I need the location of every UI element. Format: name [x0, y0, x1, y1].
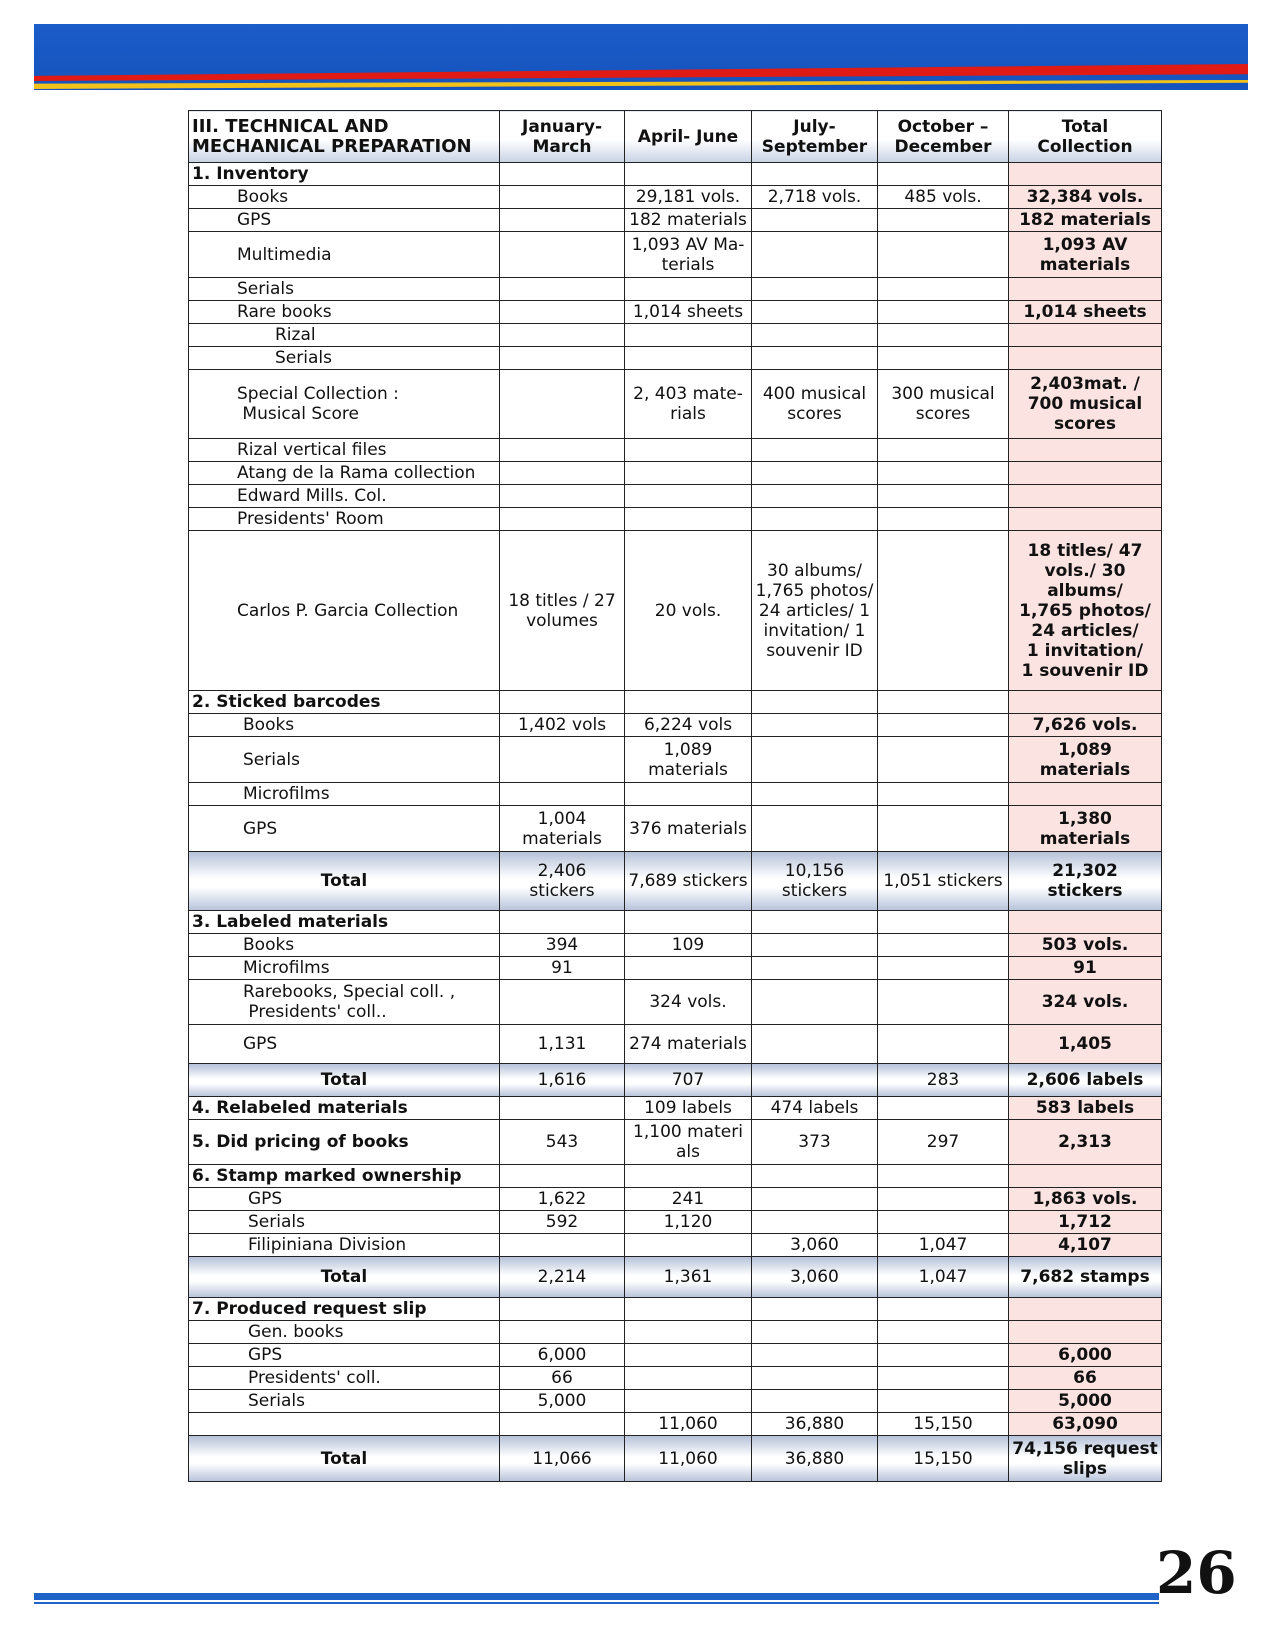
- cell-apr-jun: 182 materials: [625, 209, 752, 232]
- cell-total: 1,380 materials: [1009, 806, 1162, 852]
- footer-bar: [34, 1593, 1159, 1600]
- cell-oct-dec: [878, 347, 1009, 370]
- cell-jan-mar: 6,000: [500, 1344, 625, 1367]
- table-row: [189, 1321, 1162, 1344]
- row-label: 4. Relabeled materials: [189, 1097, 500, 1120]
- cell-total: 1,863 vols.: [1009, 1188, 1162, 1211]
- cell-total: [1009, 347, 1162, 370]
- cell-jan-mar: [500, 1234, 625, 1257]
- cell-jan-mar: [500, 1321, 625, 1344]
- cell-oct-dec: 485 vols.: [878, 186, 1009, 209]
- row-label: Atang de la Rama collection: [189, 462, 500, 485]
- row-label: Carlos P. Garcia Collection: [189, 531, 500, 691]
- cell-oct-dec: [878, 1367, 1009, 1390]
- row-label: Serials: [189, 347, 500, 370]
- cell-jul-sep: 2,718 vols.: [752, 186, 878, 209]
- cell-jan-mar: 1,131: [500, 1025, 625, 1064]
- cell-oct-dec: 1,047: [878, 1234, 1009, 1257]
- cell-apr-jun: 1,089 materials: [625, 737, 752, 783]
- cell-total: 4,107: [1009, 1234, 1162, 1257]
- row-label: GPS: [189, 806, 500, 852]
- row-label: Rizal: [189, 324, 500, 347]
- cell-total: [1009, 1321, 1162, 1344]
- table-row: [189, 1413, 1162, 1436]
- cell-oct-dec: [878, 508, 1009, 531]
- cell-jul-sep: [752, 1344, 878, 1367]
- cell-oct-dec: [878, 324, 1009, 347]
- cell-jan-mar: 1,622: [500, 1188, 625, 1211]
- header-july-september: July- September: [752, 111, 878, 163]
- cell-apr-jun: 20 vols.: [625, 531, 752, 691]
- cell-oct-dec: [878, 691, 1009, 714]
- row-label: Presidents' Room: [189, 508, 500, 531]
- cell-jan-mar: [500, 691, 625, 714]
- cell-apr-jun: [625, 1234, 752, 1257]
- row-label: 7. Produced request slip: [189, 1298, 500, 1321]
- cell-total: 7,626 vols.: [1009, 714, 1162, 737]
- table-row: [189, 1165, 1162, 1188]
- cell-jan-mar: 592: [500, 1211, 625, 1234]
- cell-apr-jun: [625, 508, 752, 531]
- cell-jul-sep: [752, 232, 878, 278]
- cell-apr-jun: [625, 324, 752, 347]
- cell-jan-mar: [500, 347, 625, 370]
- cell-total: [1009, 508, 1162, 531]
- cell-oct-dec: [878, 531, 1009, 691]
- cell-jan-mar: [500, 1097, 625, 1120]
- table-row: [189, 1390, 1162, 1413]
- cell-jan-mar: [500, 462, 625, 485]
- cell-oct-dec: [878, 209, 1009, 232]
- row-label: Special Collection : Musical Score: [189, 370, 500, 439]
- cell-apr-jun: 29,181 vols.: [625, 186, 752, 209]
- row-label: GPS: [189, 209, 500, 232]
- table-row: [189, 1367, 1162, 1390]
- table-row: [189, 714, 1162, 737]
- row-label: Total: [189, 1436, 500, 1482]
- cell-apr-jun: 707: [625, 1064, 752, 1097]
- cell-jan-mar: 394: [500, 934, 625, 957]
- table-header-row: [189, 111, 1162, 163]
- cell-total: 1,093 AV materials: [1009, 232, 1162, 278]
- cell-oct-dec: [878, 301, 1009, 324]
- row-label: Rare books: [189, 301, 500, 324]
- cell-oct-dec: [878, 462, 1009, 485]
- cell-jan-mar: 18 titles / 27 volumes: [500, 531, 625, 691]
- cell-apr-jun: [625, 691, 752, 714]
- cell-apr-jun: 2, 403 mate- rials: [625, 370, 752, 439]
- cell-jan-mar: 1,402 vols: [500, 714, 625, 737]
- cell-jan-mar: [500, 439, 625, 462]
- total-row: [189, 1257, 1162, 1298]
- cell-total: 182 materials: [1009, 209, 1162, 232]
- cell-apr-jun: [625, 957, 752, 980]
- table-row: [189, 508, 1162, 531]
- table-row: [189, 911, 1162, 934]
- cell-oct-dec: [878, 980, 1009, 1025]
- cell-total: [1009, 911, 1162, 934]
- row-label: Serials: [189, 1211, 500, 1234]
- cell-jul-sep: [752, 278, 878, 301]
- cell-jul-sep: [752, 1390, 878, 1413]
- cell-jan-mar: 2,406 stickers: [500, 852, 625, 911]
- table-row: [189, 370, 1162, 439]
- cell-apr-jun: [625, 278, 752, 301]
- cell-jan-mar: 2,214: [500, 1257, 625, 1298]
- cell-jul-sep: 30 albums/ 1,765 photos/ 24 articles/ 1 invitation/ 1 souvenir ID: [752, 531, 878, 691]
- cell-apr-jun: [625, 1298, 752, 1321]
- cell-jan-mar: [500, 783, 625, 806]
- cell-oct-dec: [878, 1165, 1009, 1188]
- row-label: Rarebooks, Special coll. , Presidents' coll..: [189, 980, 500, 1025]
- cell-jan-mar: [500, 301, 625, 324]
- table-row: [189, 301, 1162, 324]
- cell-total: 324 vols.: [1009, 980, 1162, 1025]
- cell-oct-dec: 297: [878, 1120, 1009, 1165]
- cell-total: 18 titles/ 47 vols./ 30 albums/ 1,765 photos/ 24 articles/ 1 invitation/ 1 souvenir ID: [1009, 531, 1162, 691]
- cell-apr-jun: [625, 439, 752, 462]
- row-label: 3. Labeled materials: [189, 911, 500, 934]
- row-label: Serials: [189, 278, 500, 301]
- table-row: [189, 783, 1162, 806]
- cell-total: 91: [1009, 957, 1162, 980]
- row-label: Gen. books: [189, 1321, 500, 1344]
- cell-jan-mar: 543: [500, 1120, 625, 1165]
- cell-total: 6,000: [1009, 1344, 1162, 1367]
- cell-jul-sep: [752, 462, 878, 485]
- cell-apr-jun: 6,224 vols: [625, 714, 752, 737]
- cell-jul-sep: [752, 1367, 878, 1390]
- row-label: 6. Stamp marked ownership: [189, 1165, 500, 1188]
- table-row: [189, 934, 1162, 957]
- cell-oct-dec: [878, 1097, 1009, 1120]
- cell-apr-jun: [625, 462, 752, 485]
- cell-total: 5,000: [1009, 1390, 1162, 1413]
- cell-oct-dec: [878, 1298, 1009, 1321]
- cell-jan-mar: [500, 1298, 625, 1321]
- cell-jul-sep: [752, 301, 878, 324]
- cell-oct-dec: [878, 911, 1009, 934]
- row-label: Books: [189, 714, 500, 737]
- header-total-collection: Total Collection: [1009, 111, 1162, 163]
- cell-total: 2,403mat. / 700 musical scores: [1009, 370, 1162, 439]
- cell-oct-dec: 283: [878, 1064, 1009, 1097]
- cell-jul-sep: [752, 957, 878, 980]
- cell-total: [1009, 324, 1162, 347]
- cell-jul-sep: 36,880: [752, 1436, 878, 1482]
- cell-apr-jun: 109 labels: [625, 1097, 752, 1120]
- cell-apr-jun: [625, 163, 752, 186]
- cell-oct-dec: 300 musical scores: [878, 370, 1009, 439]
- cell-jul-sep: [752, 1298, 878, 1321]
- table-row: [189, 737, 1162, 783]
- cell-oct-dec: [878, 806, 1009, 852]
- table-row: [189, 186, 1162, 209]
- cell-jul-sep: [752, 714, 878, 737]
- cell-total: 583 labels: [1009, 1097, 1162, 1120]
- cell-total: 32,384 vols.: [1009, 186, 1162, 209]
- cell-oct-dec: [878, 232, 1009, 278]
- cell-apr-jun: 1,014 sheets: [625, 301, 752, 324]
- cell-jan-mar: 1,004 materials: [500, 806, 625, 852]
- cell-jul-sep: [752, 1025, 878, 1064]
- cell-jul-sep: 400 musical scores: [752, 370, 878, 439]
- row-label: Serials: [189, 737, 500, 783]
- cell-apr-jun: [625, 911, 752, 934]
- table-row: [189, 347, 1162, 370]
- total-row: [189, 852, 1162, 911]
- cell-jul-sep: [752, 209, 878, 232]
- cell-jul-sep: 373: [752, 1120, 878, 1165]
- cell-jan-mar: 1,616: [500, 1064, 625, 1097]
- cell-total: 63,090: [1009, 1413, 1162, 1436]
- cell-jan-mar: [500, 1165, 625, 1188]
- cell-total: [1009, 1165, 1162, 1188]
- cell-total: 74,156 request slips: [1009, 1436, 1162, 1482]
- cell-total: [1009, 278, 1162, 301]
- cell-apr-jun: 7,689 stickers: [625, 852, 752, 911]
- cell-jul-sep: [752, 691, 878, 714]
- cell-jan-mar: 5,000: [500, 1390, 625, 1413]
- table-row: [189, 531, 1162, 691]
- header-title: III. TECHNICAL AND MECHANICAL PREPARATION: [189, 111, 500, 163]
- cell-jul-sep: [752, 1165, 878, 1188]
- row-label: Total: [189, 1257, 500, 1298]
- total-row: [189, 1436, 1162, 1482]
- cell-jan-mar: [500, 980, 625, 1025]
- cell-total: 21,302 stickers: [1009, 852, 1162, 911]
- cell-oct-dec: 1,047: [878, 1257, 1009, 1298]
- cell-apr-jun: [625, 1367, 752, 1390]
- row-label: GPS: [189, 1188, 500, 1211]
- row-label: [189, 1413, 500, 1436]
- cell-apr-jun: [625, 1165, 752, 1188]
- cell-jul-sep: [752, 1211, 878, 1234]
- cell-total: [1009, 783, 1162, 806]
- table-row: [189, 324, 1162, 347]
- row-label: Total: [189, 852, 500, 911]
- cell-apr-jun: [625, 1390, 752, 1413]
- table-row: [189, 806, 1162, 852]
- cell-apr-jun: [625, 783, 752, 806]
- cell-total: [1009, 462, 1162, 485]
- table-row: [189, 439, 1162, 462]
- page-number: 26: [1156, 1539, 1237, 1607]
- table-row: [189, 1211, 1162, 1234]
- cell-oct-dec: [878, 1025, 1009, 1064]
- table-row: [189, 1097, 1162, 1120]
- table-row: [189, 232, 1162, 278]
- cell-jul-sep: [752, 1321, 878, 1344]
- cell-apr-jun: 1,093 AV Ma- terials: [625, 232, 752, 278]
- row-label: 1. Inventory: [189, 163, 500, 186]
- row-label: GPS: [189, 1344, 500, 1367]
- cell-oct-dec: [878, 934, 1009, 957]
- cell-apr-jun: 11,060: [625, 1413, 752, 1436]
- row-label: 2. Sticked barcodes: [189, 691, 500, 714]
- cell-jul-sep: [752, 1064, 878, 1097]
- cell-total: 66: [1009, 1367, 1162, 1390]
- cell-oct-dec: 15,150: [878, 1436, 1009, 1482]
- cell-oct-dec: [878, 163, 1009, 186]
- cell-jul-sep: 3,060: [752, 1234, 878, 1257]
- row-label: 5. Did pricing of books: [189, 1120, 500, 1165]
- table-row: [189, 1025, 1162, 1064]
- cell-jan-mar: 11,066: [500, 1436, 625, 1482]
- cell-jan-mar: 91: [500, 957, 625, 980]
- row-label: Presidents' coll.: [189, 1367, 500, 1390]
- row-label: Books: [189, 186, 500, 209]
- header-january-march: January- March: [500, 111, 625, 163]
- cell-oct-dec: [878, 1211, 1009, 1234]
- cell-apr-jun: [625, 1321, 752, 1344]
- cell-oct-dec: [878, 714, 1009, 737]
- cell-jul-sep: 474 labels: [752, 1097, 878, 1120]
- row-label: Edward Mills. Col.: [189, 485, 500, 508]
- cell-jul-sep: [752, 324, 878, 347]
- cell-oct-dec: [878, 278, 1009, 301]
- cell-total: 1,014 sheets: [1009, 301, 1162, 324]
- cell-jan-mar: [500, 911, 625, 934]
- cell-jul-sep: [752, 783, 878, 806]
- cell-total: 2,606 labels: [1009, 1064, 1162, 1097]
- cell-jul-sep: [752, 485, 878, 508]
- cell-jan-mar: [500, 370, 625, 439]
- cell-jul-sep: 3,060: [752, 1257, 878, 1298]
- cell-apr-jun: 324 vols.: [625, 980, 752, 1025]
- cell-apr-jun: 274 materials: [625, 1025, 752, 1064]
- row-label: Filipiniana Division: [189, 1234, 500, 1257]
- cell-jan-mar: [500, 508, 625, 531]
- row-label: Microfilms: [189, 783, 500, 806]
- cell-total: [1009, 163, 1162, 186]
- row-label: Rizal vertical files: [189, 439, 500, 462]
- cell-jan-mar: [500, 485, 625, 508]
- total-row: [189, 1064, 1162, 1097]
- cell-jul-sep: [752, 737, 878, 783]
- header-april-june: April- June: [625, 111, 752, 163]
- cell-oct-dec: [878, 439, 1009, 462]
- table-row: [189, 1298, 1162, 1321]
- table-row: [189, 980, 1162, 1025]
- cell-jul-sep: [752, 1188, 878, 1211]
- cell-jan-mar: [500, 278, 625, 301]
- cell-apr-jun: 376 materials: [625, 806, 752, 852]
- table-row: [189, 1344, 1162, 1367]
- technical-preparation-table: [188, 110, 1162, 1482]
- cell-jul-sep: [752, 439, 878, 462]
- cell-jul-sep: [752, 980, 878, 1025]
- cell-total: [1009, 485, 1162, 508]
- cell-total: 503 vols.: [1009, 934, 1162, 957]
- cell-jul-sep: [752, 508, 878, 531]
- row-label: Total: [189, 1064, 500, 1097]
- cell-total: 7,682 stamps: [1009, 1257, 1162, 1298]
- table-row: [189, 957, 1162, 980]
- header-october-december: October – December: [878, 111, 1009, 163]
- cell-oct-dec: [878, 1321, 1009, 1344]
- cell-oct-dec: [878, 1390, 1009, 1413]
- table-row: [189, 485, 1162, 508]
- cell-apr-jun: 241: [625, 1188, 752, 1211]
- cell-jan-mar: [500, 209, 625, 232]
- cell-total: 1,405: [1009, 1025, 1162, 1064]
- cell-oct-dec: 1,051 stickers: [878, 852, 1009, 911]
- row-label: Books: [189, 934, 500, 957]
- row-label: Microfilms: [189, 957, 500, 980]
- cell-jan-mar: [500, 163, 625, 186]
- cell-total: 1,089 materials: [1009, 737, 1162, 783]
- cell-apr-jun: 1,100 materi als: [625, 1120, 752, 1165]
- table-row: [189, 691, 1162, 714]
- cell-total: 1,712: [1009, 1211, 1162, 1234]
- cell-apr-jun: [625, 347, 752, 370]
- cell-jan-mar: [500, 232, 625, 278]
- row-label: Serials: [189, 1390, 500, 1413]
- cell-total: [1009, 1298, 1162, 1321]
- cell-jul-sep: [752, 163, 878, 186]
- cell-oct-dec: 15,150: [878, 1413, 1009, 1436]
- cell-oct-dec: [878, 737, 1009, 783]
- cell-apr-jun: [625, 485, 752, 508]
- header-banner: [34, 24, 1248, 90]
- row-label: Multimedia: [189, 232, 500, 278]
- cell-apr-jun: [625, 1344, 752, 1367]
- cell-jan-mar: [500, 737, 625, 783]
- cell-oct-dec: [878, 957, 1009, 980]
- cell-oct-dec: [878, 1344, 1009, 1367]
- cell-total: [1009, 691, 1162, 714]
- cell-jan-mar: [500, 324, 625, 347]
- table-row: [189, 278, 1162, 301]
- table-row: [189, 1234, 1162, 1257]
- cell-jan-mar: 66: [500, 1367, 625, 1390]
- cell-oct-dec: [878, 485, 1009, 508]
- cell-total: 2,313: [1009, 1120, 1162, 1165]
- table-row: [189, 163, 1162, 186]
- cell-total: [1009, 439, 1162, 462]
- cell-jan-mar: [500, 186, 625, 209]
- cell-jan-mar: [500, 1413, 625, 1436]
- footer-bar-thin: [34, 1602, 1159, 1604]
- cell-jul-sep: 10,156 stickers: [752, 852, 878, 911]
- cell-jul-sep: [752, 806, 878, 852]
- cell-oct-dec: [878, 783, 1009, 806]
- cell-jul-sep: 36,880: [752, 1413, 878, 1436]
- cell-apr-jun: 1,361: [625, 1257, 752, 1298]
- cell-jul-sep: [752, 934, 878, 957]
- cell-apr-jun: 1,120: [625, 1211, 752, 1234]
- table-row: [189, 462, 1162, 485]
- cell-apr-jun: 11,060: [625, 1436, 752, 1482]
- table-row: [189, 1188, 1162, 1211]
- cell-jul-sep: [752, 911, 878, 934]
- row-label: GPS: [189, 1025, 500, 1064]
- cell-oct-dec: [878, 1188, 1009, 1211]
- cell-apr-jun: 109: [625, 934, 752, 957]
- table-row: [189, 1120, 1162, 1165]
- table-row: [189, 209, 1162, 232]
- cell-jul-sep: [752, 347, 878, 370]
